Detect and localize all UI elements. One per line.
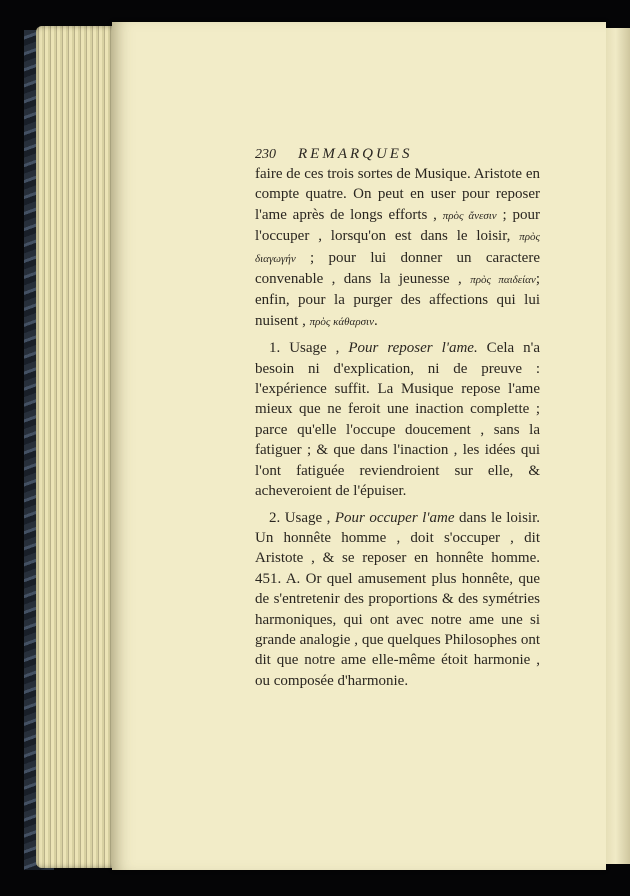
text-run: 2. Usage , — [269, 509, 335, 526]
greek-phrase: πρὸς παιδείαν — [470, 274, 536, 287]
text-run: ; enfin, pour la purger des affections qui lui nuisent , — [255, 271, 540, 329]
text-run: Cela n'a besoin ni d'explication, ni de preuve : l'expérience suffit. La Musique repose l'ame mieux que ne feroit une inaction complette ; parce qu'elle l'occupe doucement , sans la fatiguer ; & que dans l'inaction , les idées qui l'ont fatiguée reviendroient sur elle, & acheveroient de l'épuiser. — [255, 340, 540, 500]
text-run: 1. Usage , — [269, 340, 349, 357]
paragraph — [255, 508, 540, 692]
facing-page-edge — [606, 28, 630, 864]
text-run: . — [373, 312, 378, 329]
text-run: faire de ces trois sortes de Musique. Aristote en compte quatre. On peut en user pour reposer l'ame après de longs efforts , — [255, 166, 540, 223]
page-header — [255, 144, 540, 164]
italic-phrase: Pour reposer l'ame. — [348, 340, 478, 357]
paragraph — [255, 338, 540, 501]
page-number: 230 — [255, 147, 276, 162]
greek-phrase: πρὸς διαγωγήν — [255, 231, 540, 265]
italic-phrase: Pour occuper l'ame — [334, 509, 455, 526]
text-run: ; pour l'occuper , lorsqu'on est dans le loisir, — [255, 206, 540, 245]
paragraph — [255, 164, 540, 332]
greek-phrase: πρὸς κάθαρσιν — [309, 315, 374, 328]
text-run: dans le loisir. Un honnête homme , doit s'occuper , dit Aristote , & se reposer en honnête homme. 451. A. Or quel amusement plus honnête, que de s'entretenir des proportions & des symétries harmoniques, qui ont avec notre ame une si grande analogie , que quelques Philosophes ont dit que notre ame elle-même étoit harmonie , ou composée d'harmonie. — [255, 509, 540, 689]
running-head: REMARQUES — [298, 146, 413, 162]
greek-phrase: πρὸς ἄνεσιν — [442, 209, 497, 222]
page-text — [255, 144, 540, 691]
text-run: ; pour lui donner un caractere convenable , dans la jeunesse , — [255, 249, 540, 288]
body-text — [255, 164, 540, 691]
